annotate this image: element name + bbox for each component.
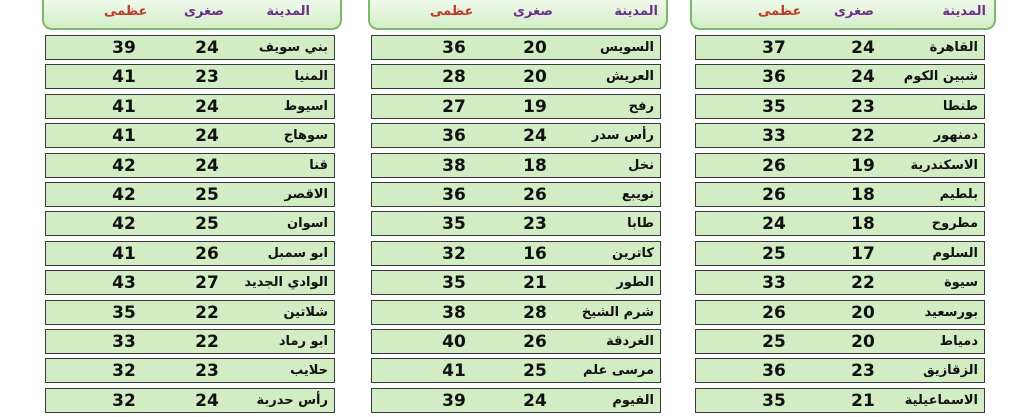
min-temp: 16 [523, 243, 547, 264]
max-temp: 42 [112, 155, 136, 176]
city-name: الفيوم [612, 392, 654, 408]
table-row [371, 329, 661, 354]
city-name: شرم الشيخ [581, 304, 654, 320]
city-name: مرسى علم [583, 363, 654, 379]
max-temp: 35 [442, 214, 466, 235]
city-name: بلطيم [939, 186, 978, 202]
min-temp: 23 [195, 67, 219, 88]
table-row [45, 388, 335, 413]
city-name: السلوم [932, 245, 978, 261]
max-temp: 39 [442, 390, 466, 411]
table-row [45, 358, 335, 383]
table-row [695, 94, 985, 119]
max-temp: 41 [442, 361, 466, 382]
city-name: الغردقة [606, 333, 654, 349]
min-temp: 23 [851, 361, 875, 382]
max-temp: 33 [762, 273, 786, 294]
max-temp: 25 [762, 243, 786, 264]
table-row [695, 182, 985, 207]
header-max: عظمى [758, 4, 802, 19]
min-temp: 24 [195, 38, 219, 58]
city-name: بورسعيد [924, 304, 978, 320]
min-temp: 23 [195, 361, 219, 382]
table-rows [371, 35, 661, 417]
min-temp: 24 [523, 390, 547, 411]
max-temp: 32 [112, 361, 136, 382]
header-min: صغرى [834, 4, 874, 19]
city-name: قنا [309, 157, 328, 173]
city-name: رفح [628, 98, 654, 114]
max-temp: 25 [762, 331, 786, 352]
max-temp: 39 [112, 38, 136, 58]
min-temp: 24 [195, 96, 219, 117]
max-temp: 32 [112, 390, 136, 411]
table-row [371, 153, 661, 178]
header-city: المدينة [266, 4, 310, 19]
max-temp: 36 [442, 126, 466, 147]
city-name: العريش [605, 69, 654, 85]
city-name: نويبع [621, 186, 654, 202]
max-temp: 42 [112, 214, 136, 235]
table-row [371, 211, 661, 236]
header-min: صغرى [513, 4, 553, 19]
table-row [45, 94, 335, 119]
max-temp: 40 [442, 331, 466, 352]
min-temp: 24 [851, 67, 875, 88]
table-row [371, 35, 661, 60]
table-row [45, 300, 335, 325]
table-row [695, 241, 985, 266]
min-temp: 27 [195, 273, 219, 294]
max-temp: 36 [762, 67, 786, 88]
city-name: الاقصر [284, 186, 328, 202]
city-name: كاترين [612, 245, 654, 261]
city-name: السويس [600, 40, 654, 55]
max-temp: 35 [442, 273, 466, 294]
max-temp: 36 [762, 361, 786, 382]
city-name: طنطا [942, 98, 978, 114]
header-max: عظمى [104, 4, 148, 19]
city-name: ابو سمبل [267, 245, 328, 261]
table-row [371, 270, 661, 295]
min-temp: 26 [523, 184, 547, 205]
table-row [371, 358, 661, 383]
city-name: طابا [627, 216, 654, 232]
max-temp: 43 [112, 273, 136, 294]
min-temp: 22 [851, 273, 875, 294]
max-temp: 35 [762, 96, 786, 117]
table-row [45, 329, 335, 354]
city-name: دمياط [939, 333, 978, 349]
max-temp: 32 [442, 243, 466, 264]
max-temp: 26 [762, 155, 786, 176]
city-name: رأس سدر [591, 128, 654, 144]
min-temp: 28 [523, 302, 547, 323]
min-temp: 21 [851, 390, 875, 411]
city-name: الاسكندرية [910, 157, 978, 173]
city-name: شلاتين [283, 304, 328, 320]
min-temp: 24 [523, 126, 547, 147]
table-row [695, 64, 985, 89]
min-temp: 24 [195, 126, 219, 147]
table-row [45, 182, 335, 207]
max-temp: 24 [762, 214, 786, 235]
min-temp: 22 [195, 331, 219, 352]
min-temp: 20 [523, 38, 547, 58]
table-row [371, 388, 661, 413]
city-name: سوهاج [283, 128, 328, 144]
table-row [695, 35, 985, 60]
max-temp: 38 [442, 155, 466, 176]
table-row [695, 211, 985, 236]
table-row [371, 300, 661, 325]
min-temp: 25 [195, 214, 219, 235]
header-max: عظمى [430, 4, 474, 19]
max-temp: 41 [112, 67, 136, 88]
table-row [45, 270, 335, 295]
max-temp: 26 [762, 184, 786, 205]
city-name: الاسماعيلية [904, 392, 978, 408]
table-rows [695, 35, 985, 417]
table-row [695, 300, 985, 325]
min-temp: 19 [523, 96, 547, 117]
min-temp: 24 [195, 155, 219, 176]
min-temp: 25 [195, 184, 219, 205]
header-city: المدينة [942, 4, 986, 19]
max-temp: 36 [442, 184, 466, 205]
city-name: دمنهور [933, 128, 978, 144]
table-row [695, 358, 985, 383]
table-row [45, 153, 335, 178]
min-temp: 25 [523, 361, 547, 382]
max-temp: 33 [762, 126, 786, 147]
max-temp: 33 [112, 331, 136, 352]
city-name: اسوان [287, 216, 328, 232]
min-temp: 20 [523, 67, 547, 88]
max-temp: 28 [442, 67, 466, 88]
city-name: نخل [628, 157, 654, 173]
header-city: المدينة [614, 4, 658, 19]
min-temp: 21 [523, 273, 547, 294]
city-name: ابو رماد [278, 333, 328, 349]
panel-header [42, 0, 342, 30]
panel-header [690, 0, 996, 30]
table-row [371, 241, 661, 266]
city-name: القاهرة [929, 40, 978, 55]
min-temp: 19 [851, 155, 875, 176]
header-min: صغرى [184, 4, 224, 19]
panel-header [368, 0, 668, 30]
table-row [45, 35, 335, 60]
min-temp: 26 [195, 243, 219, 264]
city-name: الزقازيق [923, 363, 978, 379]
min-temp: 23 [523, 214, 547, 235]
min-temp: 22 [195, 302, 219, 323]
table-row [695, 329, 985, 354]
max-temp: 41 [112, 243, 136, 264]
max-temp: 42 [112, 184, 136, 205]
panel-right [692, 0, 992, 411]
max-temp: 27 [442, 96, 466, 117]
min-temp: 18 [523, 155, 547, 176]
max-temp: 35 [762, 390, 786, 411]
city-name: الطور [616, 275, 654, 291]
table-row [695, 123, 985, 148]
table-row [45, 123, 335, 148]
max-temp: 37 [762, 38, 786, 58]
city-name: الوادي الجديد [244, 275, 328, 291]
max-temp: 41 [112, 126, 136, 147]
table-row [45, 211, 335, 236]
city-name: مطروح [931, 216, 978, 232]
table-row [371, 123, 661, 148]
min-temp: 18 [851, 214, 875, 235]
panel-left [42, 0, 342, 411]
city-name: رأس حدربة [256, 392, 328, 408]
city-name: سيوة [944, 275, 978, 291]
min-temp: 23 [851, 96, 875, 117]
min-temp: 26 [523, 331, 547, 352]
min-temp: 20 [851, 302, 875, 323]
min-temp: 18 [851, 184, 875, 205]
table-row [45, 64, 335, 89]
city-name: شبين الكوم [903, 69, 978, 85]
min-temp: 24 [851, 38, 875, 58]
min-temp: 22 [851, 126, 875, 147]
city-name: بني سويف [258, 40, 328, 55]
table-row [45, 241, 335, 266]
max-temp: 36 [442, 38, 466, 58]
min-temp: 17 [851, 243, 875, 264]
max-temp: 41 [112, 96, 136, 117]
table-row [695, 153, 985, 178]
panel-middle [368, 0, 668, 411]
table-row [695, 388, 985, 413]
max-temp: 26 [762, 302, 786, 323]
max-temp: 38 [442, 302, 466, 323]
city-name: اسيوط [283, 98, 328, 114]
city-name: المنيا [294, 69, 328, 85]
table-row [371, 182, 661, 207]
table-row [371, 64, 661, 89]
table-row [371, 94, 661, 119]
table-row [695, 270, 985, 295]
min-temp: 24 [195, 390, 219, 411]
city-name: حلايب [290, 363, 328, 379]
max-temp: 35 [112, 302, 136, 323]
table-rows [45, 35, 335, 417]
min-temp: 20 [851, 331, 875, 352]
